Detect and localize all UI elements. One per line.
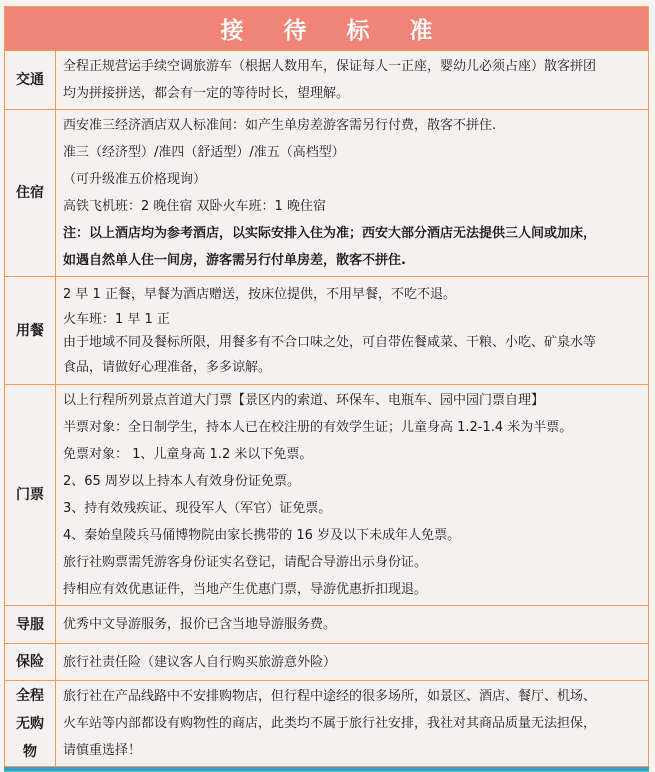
text-line: 2、65 周岁以上持本人有效身份证免票。	[63, 474, 300, 489]
text-line: 食品，请做好心理准备，多多谅解。	[63, 359, 272, 375]
row-label-insurance: 保险	[5, 644, 56, 681]
text-line: 请慎重选择！	[63, 743, 142, 758]
text-line: 火车站等内部都设有购物性的商店，此类均不属于旅行社安排，我社对其商品质量无法担保，	[63, 716, 597, 731]
row-label-tickets: 门票	[5, 385, 56, 606]
row-label-meals: 用餐	[5, 277, 56, 385]
standards-table	[4, 50, 649, 767]
row-content-no-shopping	[56, 681, 649, 767]
page-title: 接待标准	[220, 18, 473, 44]
table-row-accommodation	[5, 110, 649, 277]
table-row-meals	[5, 277, 649, 385]
text-line: 由于地域不同及餐标所限，用餐多有不合口味之处，可自带佐餐咸菜、干粮、小吃、矿泉水等	[63, 334, 597, 350]
table-row-tickets	[5, 385, 649, 606]
row-label-accommodation: 住宿	[5, 110, 56, 277]
table-row-transport	[5, 51, 649, 110]
text-line: 半票对象：全日制学生，持本人已在校注册的有效学生证；儿童身高 1.2-1.4 米为半票。	[63, 420, 573, 435]
table-row-insurance	[5, 644, 649, 681]
text-line: 优秀中文导游服务，报价已含当地导游服务费。	[63, 617, 337, 632]
row-content-insurance	[56, 644, 649, 681]
label-line: 物	[23, 743, 37, 760]
row-label-no-shopping	[5, 681, 56, 767]
text-line: 西安准三经济酒店双人标准间：如产生单房差游客需另行付费，散客不拼住.	[63, 118, 497, 133]
label-line: 全程	[16, 687, 44, 704]
text-line: 2 早 1 正餐，早餐为酒店赠送，按床位提供，不用早餐，不吃不退。	[63, 286, 456, 302]
text-line: 高铁飞机班：2 晚住宿 双卧火车班：1 晚住宿	[63, 199, 326, 214]
reception-standards-panel	[4, 6, 649, 772]
note-line: 注：以上酒店均为参考酒店，以实际安排入住为准；西安大部分酒店无法提供三人间或加床，	[63, 226, 597, 241]
note-line: 如遇自然单人住一间房，游客需另行付单房差，散客不拼住.	[63, 253, 406, 268]
table-row-guide	[5, 606, 649, 644]
text-line: 旅行社在产品线路中不安排购物店，但行程中途经的很多场所，如景区、酒店、餐厅、机场、	[63, 689, 597, 704]
text-line: 旅行社责任险（建议客人自行购买旅游意外险）	[63, 654, 337, 670]
row-content-meals	[56, 277, 649, 385]
text-line: （可升级准五价格现询）	[63, 172, 207, 187]
row-content-transport	[56, 51, 649, 110]
text-line: 准三（经济型）/准四（舒适型）/准五（高档型）	[63, 145, 345, 160]
text-line: 均为拼接拼送，都会有一定的等待时长，望理解。	[63, 86, 350, 101]
table-row-no-shopping	[5, 681, 649, 767]
row-label-guide: 导服	[5, 606, 56, 644]
text-line: 旅行社购票需凭游客身份证实名登记，请配合导游出示身份证。	[63, 555, 428, 570]
text-line: 全程正规营运手续空调旅游车（根据人数用车，保证每人一正座，婴幼儿必须占座）散客拼团	[63, 59, 597, 74]
row-content-guide	[56, 606, 649, 644]
row-label-transport: 交通	[5, 51, 56, 110]
label-line: 无购	[16, 715, 44, 732]
text-line: 以上行程所列景点首道大门票【景区内的索道、环保车、电瓶车、园中园门票自理】	[63, 393, 545, 408]
bottom-divider	[4, 767, 649, 772]
text-line: 持相应有效优惠证件，当地产生优惠门票，导游优惠折扣现退。	[63, 582, 428, 597]
title-banner	[4, 6, 649, 50]
row-content-tickets	[56, 385, 649, 606]
text-line: 3、持有效残疾证、现役军人（军官）证免票。	[63, 501, 332, 516]
text-line: 火车班：1 早 1 正	[63, 311, 170, 327]
row-content-accommodation	[56, 110, 649, 277]
text-line: 4、秦始皇陵兵马俑博物院由家长携带的 16 岁及以下未成年人免票。	[63, 528, 461, 543]
text-line: 免票对象： 1、儿童身高 1.2 米以下免票。	[63, 447, 313, 462]
